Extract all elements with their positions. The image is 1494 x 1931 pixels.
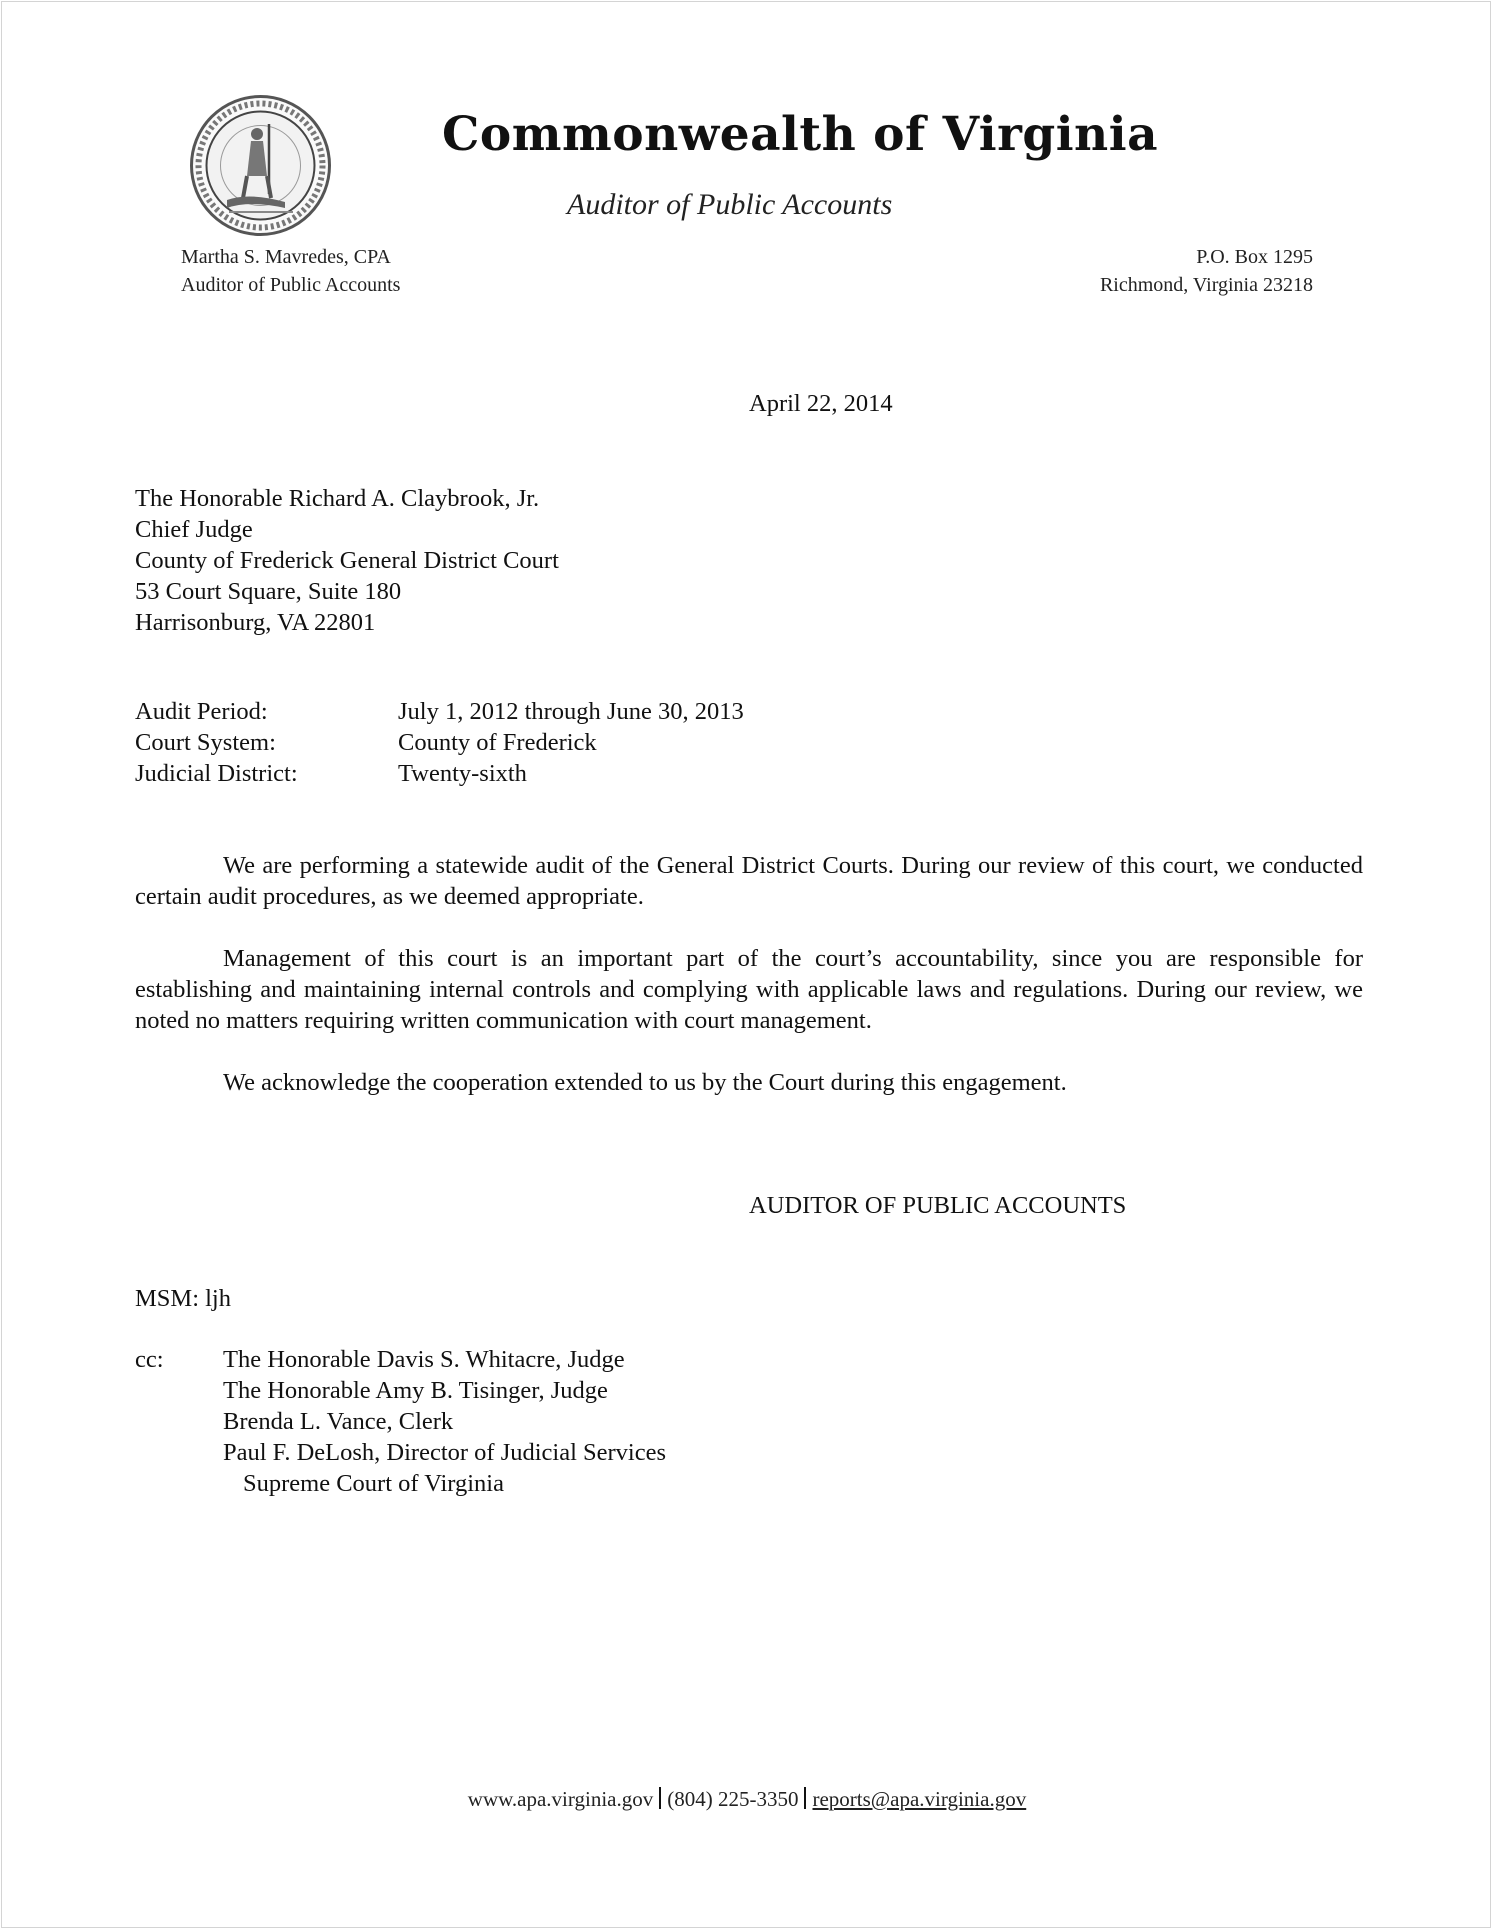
auditor-name: Martha S. Mavredes, CPA xyxy=(181,246,391,268)
footer-email-link[interactable]: reports@apa.virginia.gov xyxy=(812,1787,1027,1811)
footer-divider xyxy=(804,1787,806,1809)
initials: MSM: ljh xyxy=(135,1285,231,1312)
info-label: Audit Period: xyxy=(135,698,268,725)
cc-label: cc: xyxy=(135,1346,164,1373)
cc-line: The Honorable Amy B. Tisinger, Judge xyxy=(223,1377,608,1404)
cc-line: The Honorable Davis S. Whitacre, Judge xyxy=(223,1346,625,1373)
cc-subline: Supreme Court of Virginia xyxy=(243,1470,504,1497)
footer-website-link[interactable]: www.apa.virginia.gov xyxy=(467,1787,654,1811)
body-paragraph-1 xyxy=(135,850,1363,912)
info-label: Court System: xyxy=(135,729,276,756)
cc-row xyxy=(135,1468,666,1499)
recipient-line: Harrisonburg, VA 22801 xyxy=(135,609,376,636)
virginia-seal-icon xyxy=(189,94,332,237)
signature-block: AUDITOR OF PUBLIC ACCOUNTS xyxy=(749,1192,1127,1219)
city-state-zip: Richmond, Virginia 23218 xyxy=(1099,274,1313,296)
footer-divider xyxy=(659,1787,661,1809)
letter-date: April 22, 2014 xyxy=(749,390,893,417)
paragraph-text: We acknowledge the cooperation extended to us by the Court during this engagement. xyxy=(223,1069,1067,1096)
cc-row xyxy=(135,1437,666,1468)
info-value: July 1, 2012 through June 30, 2013 xyxy=(398,698,744,725)
cc-row xyxy=(135,1344,666,1375)
info-value: County of Frederick xyxy=(398,729,597,756)
audit-info-row xyxy=(135,758,744,789)
footer-phone: (804) 225-3350 xyxy=(667,1787,799,1811)
cc-row xyxy=(135,1375,666,1406)
recipient-address xyxy=(135,483,559,638)
audit-info xyxy=(135,696,744,789)
po-box: P.O. Box 1295 xyxy=(1196,246,1313,268)
audit-info-row xyxy=(135,696,744,727)
recipient-line: The Honorable Richard A. Claybrook, Jr. xyxy=(135,485,540,512)
audit-info-row xyxy=(135,727,744,758)
recipient-line: 53 Court Square, Suite 180 xyxy=(135,578,402,605)
letter-page xyxy=(1,1,1491,1928)
cc-line: Brenda L. Vance, Clerk xyxy=(223,1408,454,1435)
cc-list xyxy=(135,1344,666,1499)
auditor-title: Auditor of Public Accounts xyxy=(181,274,401,296)
paragraph-text: We are performing a statewide audit of the General District Courts. During our review of this court, we conducted certain audit procedures, as we deemed appropriate. xyxy=(135,852,1363,910)
recipient-line: Chief Judge xyxy=(135,516,253,543)
letterhead-subtitle: Auditor of Public Accounts xyxy=(567,188,893,221)
paragraph-text: Management of this court is an important part of the court’s accountability, since you are responsible for establishing and maintaining internal controls and complying with applicable laws and regulations. During our review, we noted no matters requiring written communication with court management. xyxy=(135,945,1363,1034)
cc-line: Paul F. DeLosh, Director of Judicial Services xyxy=(223,1439,667,1466)
info-label: Judicial District: xyxy=(135,760,298,787)
letterhead-right-block xyxy=(1100,243,1313,299)
letterhead-left-block xyxy=(181,243,400,299)
body-paragraph-2 xyxy=(135,943,1363,1036)
cc-row xyxy=(135,1406,666,1437)
recipient-line: County of Frederick General District Court xyxy=(135,547,559,574)
footer xyxy=(2,1787,1492,1812)
body-paragraph-3 xyxy=(135,1067,1363,1098)
info-value: Twenty-sixth xyxy=(398,760,527,787)
letterhead-title: Commonwealth of Virginia xyxy=(442,107,1159,162)
